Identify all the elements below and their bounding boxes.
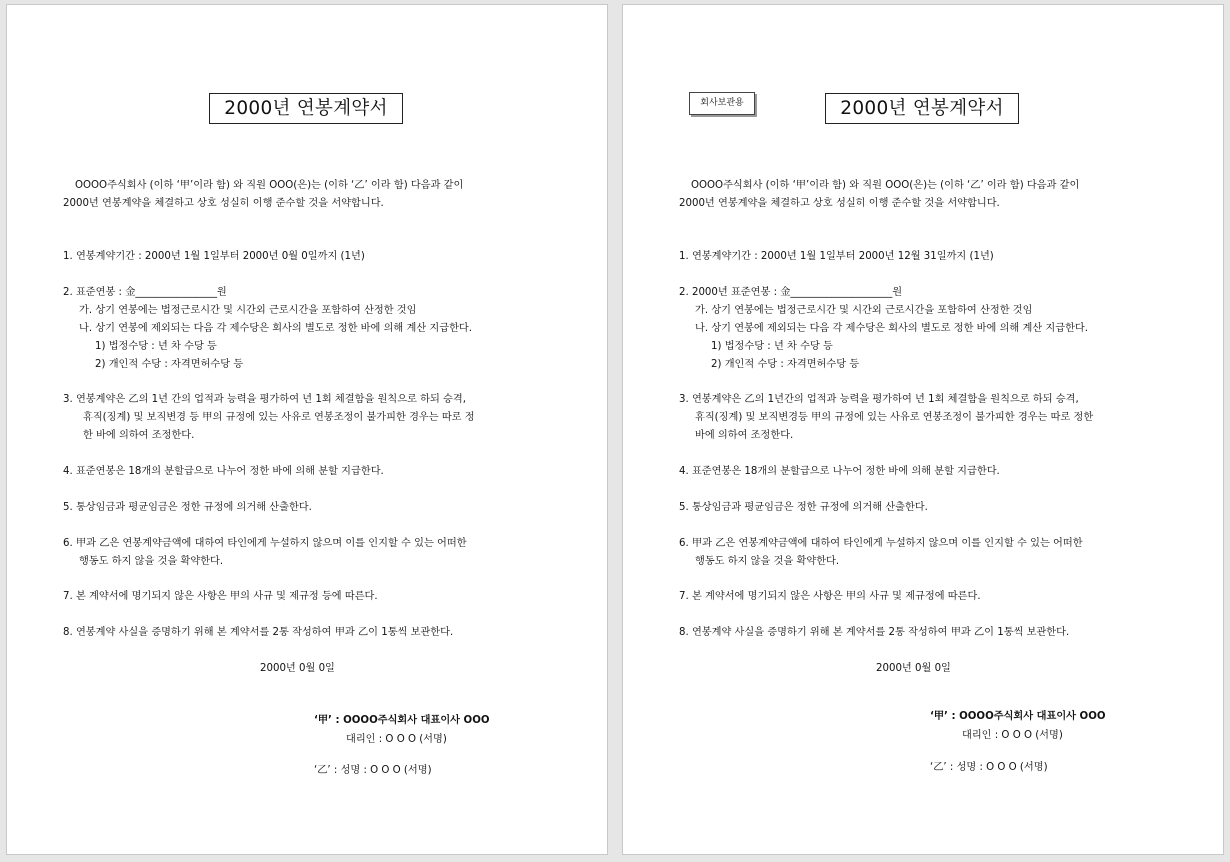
contract-date: 2000년 0월 0일	[260, 663, 335, 674]
signature-agent: 대리인 : O O O (서명)	[962, 730, 1063, 741]
clause-2-na: 나. 상기 연봉에 제외되는 다음 각 제수당은 회사의 별도로 정한 바에 의해 계산 지급한다.	[695, 323, 1089, 334]
clause-6-line-1: 6. 甲과 乙은 연봉계약금액에 대하여 타인에게 누설하지 않으며 이를 인지할 수 있는 어떠한	[679, 538, 1083, 549]
clause-2-head: 2. 표준연봉 : 金________________원	[63, 287, 227, 298]
clause-8: 8. 연봉계약 사실을 증명하기 위해 본 계약서를 2통 작성하여 甲과 乙이 1통씩 보관한다.	[679, 627, 1070, 638]
signature-gap: ‘甲’ : OOOO주식회사 대표이사 OOO	[314, 715, 490, 726]
clause-5: 5. 통상임금과 평균임금은 정한 규정에 의거해 산출한다.	[63, 502, 312, 513]
intro-line-1: OOOO주식회사 (이하 ‘甲’이라 함) 와 직원 OOO(은)는 (이하 ‘乙’ 이라 함) 다음과 같이	[691, 180, 1080, 191]
clause-2-sub-1: 1) 법정수당 : 년 차 수당 등	[95, 341, 217, 352]
clause-2-sub-1: 1) 법정수당 : 년 차 수당 등	[711, 341, 833, 352]
clause-3-line-2: 휴직(징계) 및 보직변경등 甲의 규정에 있는 사유로 연봉조정이 불가피한 경우는 따로 정한	[695, 412, 1094, 423]
intro-line-1: OOOO주식회사 (이하 ‘甲’이라 함) 와 직원 OOO(은)는 (이하 ‘乙’ 이라 함) 다음과 같이	[75, 180, 464, 191]
signature-eul: ‘乙’ : 성명 : O O O (서명)	[314, 765, 432, 776]
clause-5: 5. 통상임금과 평균임금은 정한 규정에 의거해 산출한다.	[679, 502, 928, 513]
clause-8: 8. 연봉계약 사실을 증명하기 위해 본 계약서를 2통 작성하여 甲과 乙이 1통씩 보관한다.	[63, 627, 454, 638]
clause-2-ga: 가. 상기 연봉에는 법정근로시간 및 시간외 근로시간을 포함하여 산정한 것임	[79, 305, 417, 316]
intro-line-2: 2000년 연봉계약을 체결하고 상호 성실히 이행 준수할 것을 서약합니다.	[679, 198, 1000, 209]
document-page-right	[622, 4, 1224, 855]
clause-7: 7. 본 계약서에 명기되지 않은 사항은 甲의 사규 및 제규정에 따른다.	[679, 591, 981, 602]
clause-3-line-3: 한 바에 의하여 조정한다.	[83, 430, 195, 441]
clause-7: 7. 본 계약서에 명기되지 않은 사항은 甲의 사규 및 제규정 등에 따른다.	[63, 591, 378, 602]
clause-2-na: 나. 상기 연봉에 제외되는 다음 각 제수당은 회사의 별도로 정한 바에 의해 계산 지급한다.	[79, 323, 473, 334]
clause-2-ga: 가. 상기 연봉에는 법정근로시간 및 시간외 근로시간을 포함하여 산정한 것임	[695, 305, 1033, 316]
clause-3-line-3: 바에 의하여 조정한다.	[695, 430, 794, 441]
intro-line-2: 2000년 연봉계약을 체결하고 상호 성실히 이행 준수할 것을 서약합니다.	[63, 198, 384, 209]
contract-date: 2000년 0월 0일	[876, 663, 951, 674]
company-copy-stamp: 회사보관용	[689, 92, 755, 115]
clause-1: 1. 연봉계약기간 : 2000년 1월 1일부터 2000년 12월 31일까지 (1년)	[679, 251, 994, 262]
clause-1: 1. 연봉계약기간 : 2000년 1월 1일부터 2000년 0월 0일까지 (1년)	[63, 251, 365, 262]
clause-3-line-2: 휴직(징계) 및 보직변경 등 甲의 규정에 있는 사유로 연봉조정이 불가피한 경우는 따로 정	[83, 412, 475, 423]
signature-eul: ‘乙’ : 성명 : O O O (서명)	[930, 762, 1048, 773]
clause-2-sub-2: 2) 개인적 수당 : 자격면허수당 등	[711, 359, 860, 370]
clause-3-line-1: 3. 연봉계약은 乙의 1년 간의 업적과 능력을 평가하여 년 1회 체결함을 원칙으로 하되 승격,	[63, 394, 466, 405]
clause-4: 4. 표준연봉은 18개의 분할급으로 나누어 정한 바에 의해 분할 지급한다.	[63, 466, 384, 477]
clause-2-head: 2. 2000년 표준연봉 : 金____________________원	[679, 287, 903, 298]
signature-agent: 대리인 : O O O (서명)	[346, 734, 447, 745]
clause-6-line-2: 행동도 하지 않을 것을 확약한다.	[695, 556, 840, 567]
document-title: 2000년 연봉계약서	[825, 93, 1019, 124]
clause-6-line-2: 행동도 하지 않을 것을 확약한다.	[79, 556, 224, 567]
document-title: 2000년 연봉계약서	[209, 93, 403, 124]
clause-6-line-1: 6. 甲과 乙은 연봉계약금액에 대하여 타인에게 누설하지 않으며 이를 인지할 수 있는 어떠한	[63, 538, 467, 549]
signature-gap: ‘甲’ : OOOO주식회사 대표이사 OOO	[930, 711, 1106, 722]
clause-3-line-1: 3. 연봉계약은 乙의 1년간의 업적과 능력을 평가하여 년 1회 체결함을 원칙으로 하되 승격,	[679, 394, 1079, 405]
document-page-left	[6, 4, 608, 855]
clause-4: 4. 표준연봉은 18개의 분할급으로 나누어 정한 바에 의해 분할 지급한다.	[679, 466, 1000, 477]
clause-2-sub-2: 2) 개인적 수당 : 자격면허수당 등	[95, 359, 244, 370]
